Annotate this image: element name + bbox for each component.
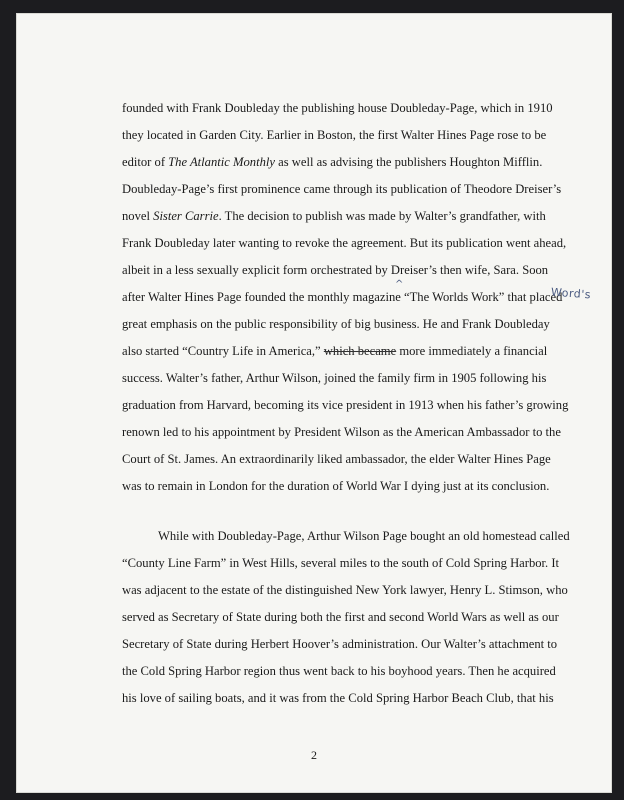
page-number: 2 — [311, 748, 317, 762]
italic-title: The Atlantic Monthly — [168, 155, 275, 169]
text-line: was adjacent to the estate of the distinguished New York lawyer, Henry L. Stimson, who — [122, 583, 568, 597]
text-line: great emphasis on the public responsibility of big business. He and Frank Doubleday — [122, 317, 550, 331]
text-line: was to remain in London for the duration of World War I dying just at its conclusion. — [122, 479, 550, 493]
text-line: founded with Frank Doubleday the publishing house Doubleday-Page, which in 1910 — [122, 101, 553, 115]
text-line: Frank Doubleday later wanting to revoke the agreement. But its publication went ahead, — [122, 236, 567, 250]
text-line: Secretary of State during Herbert Hoover’s administration. Our Walter’s attachment to — [122, 637, 558, 651]
text-line: Court of St. James. An extraordinarily liked ambassador, the elder Walter Hines Page — [122, 452, 551, 466]
text-line: also started “Country Life in America,” which became more immediately a financial — [122, 344, 548, 358]
text-line: albeit in a less sexually explicit form orchestrated by Dreiser’s then wife, Sara. Soon — [122, 263, 549, 277]
text-line: editor of The Atlantic Monthly as well as advising the publishers Houghton Mifflin. — [122, 155, 543, 169]
text-line: the Cold Spring Harbor region thus went back to his boyhood years. Then he acquired — [122, 664, 556, 678]
struck-text: which became — [323, 344, 397, 358]
handwritten-margin-note: Word's — [550, 285, 592, 302]
text-line: success. Walter’s father, Arthur Wilson, joined the family firm in 1905 following his — [122, 371, 547, 385]
text-line: graduation from Harvard, becoming its vice president in 1913 when his father’s growing — [122, 398, 569, 412]
text-line: after Walter Hines Page founded the monthly magazine “The Worlds Work” that placed — [122, 290, 563, 304]
text-line: While with Doubleday-Page, Arthur Wilson Page bought an old homestead called — [158, 529, 570, 543]
text-line: served as Secretary of State during both the first and second World Wars as well as our — [122, 610, 559, 624]
text-line: novel Sister Carrie. The decision to publish was made by Walter’s grandfather, with — [122, 209, 546, 223]
text-line: they located in Garden City. Earlier in Boston, the first Walter Hines Page rose to be — [122, 128, 547, 142]
text-line: his love of sailing boats, and it was from the Cold Spring Harbor Beach Club, that his — [122, 691, 554, 705]
text-line: renown led to his appointment by President Wilson as the American Ambassador to the — [122, 425, 561, 439]
text-line: “County Line Farm” in West Hills, several miles to the south of Cold Spring Harbor. It — [122, 556, 560, 570]
text-line: Doubleday-Page’s first prominence came through its publication of Theodore Dreiser’s — [122, 182, 562, 196]
handwritten-caret: ^ — [395, 279, 404, 290]
italic-title: Sister Carrie — [153, 209, 219, 223]
document-page — [17, 14, 611, 792]
